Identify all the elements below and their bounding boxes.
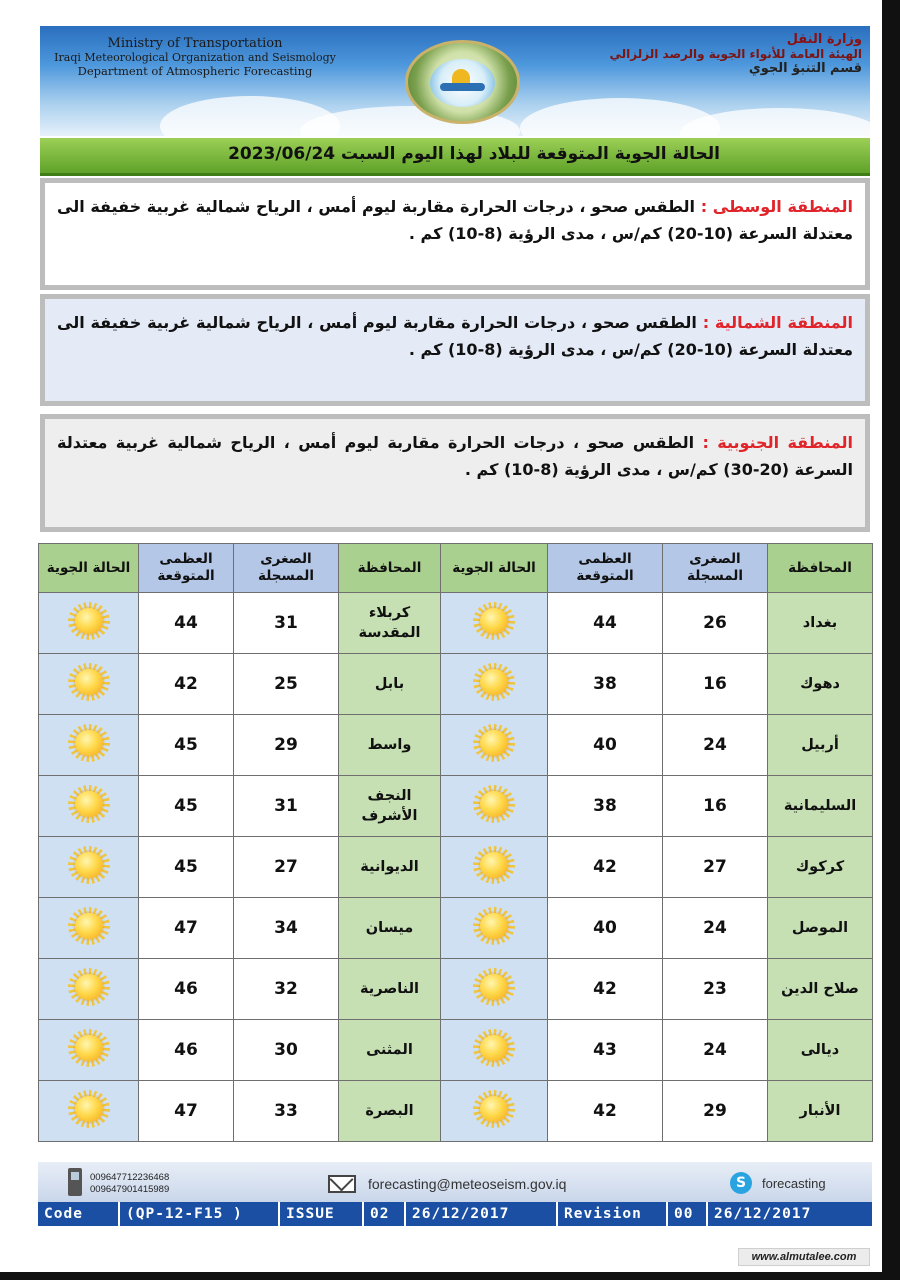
revision-label: Revision	[558, 1202, 668, 1226]
min-temp: 31	[234, 593, 339, 654]
header-condition: الحالة الجوية	[441, 544, 548, 593]
sunny-icon	[66, 602, 112, 640]
header-condition: الحالة الجوية	[39, 544, 139, 593]
max-temp: 47	[139, 898, 234, 959]
province-name: كركوك	[768, 837, 873, 898]
ministry-name-en: Ministry of Transportation	[107, 36, 283, 51]
max-temp: 45	[139, 715, 234, 776]
max-temp: 42	[548, 1081, 663, 1142]
weather-condition	[441, 959, 548, 1020]
max-temp: 45	[139, 776, 234, 837]
min-temp: 27	[663, 837, 768, 898]
sunny-icon	[66, 724, 112, 762]
province-name: المثنى	[339, 1020, 441, 1081]
mail-icon	[328, 1175, 356, 1193]
weather-condition	[441, 593, 548, 654]
max-temp: 42	[548, 959, 663, 1020]
issue-number: 02	[364, 1202, 406, 1226]
revision-date: 26/12/2017	[714, 1206, 812, 1222]
max-temp: 45	[139, 837, 234, 898]
sunny-icon	[471, 785, 517, 823]
sunny-icon	[471, 602, 517, 640]
sunny-icon	[66, 663, 112, 701]
province-name: الأنبار	[768, 1081, 873, 1142]
region-southern	[40, 414, 870, 532]
header-min: الصغرى المسجلة	[234, 544, 339, 593]
region-label: المنطقة الشمالية :	[702, 313, 854, 332]
min-temp: 16	[663, 776, 768, 837]
weather-condition	[441, 898, 548, 959]
header-province: المحافظة	[768, 544, 873, 593]
min-temp: 29	[234, 715, 339, 776]
watermark: www.almutalee.com	[738, 1248, 870, 1266]
sunny-icon	[66, 785, 112, 823]
min-temp: 33	[234, 1081, 339, 1142]
arabic-header	[602, 32, 862, 76]
header-min: الصغرى المسجلة	[663, 544, 768, 593]
min-temp: 32	[234, 959, 339, 1020]
max-temp: 43	[548, 1020, 663, 1081]
province-name: ميسان	[339, 898, 441, 959]
region-forecast-text: الطقس صحو ، درجات الحرارة مقاربة ليوم أمس ، الرياح شمالية غربية خفيفة الى معتدلة السرعة (10-20) كم/س ، مدى الرؤية (8-10) كم .	[57, 197, 853, 243]
table-row	[39, 715, 873, 776]
weather-condition	[39, 837, 139, 898]
ministry-name-ar: وزارة النقل	[786, 32, 862, 47]
sunny-icon	[471, 968, 517, 1006]
min-temp: 24	[663, 1020, 768, 1081]
min-temp: 27	[234, 837, 339, 898]
table-row	[39, 898, 873, 959]
region-northern	[40, 294, 870, 406]
min-temp: 25	[234, 654, 339, 715]
region-forecast-text: الطقس صحو ، درجات الحرارة مقاربة ليوم أمس ، الرياح شمالية غربية خفيفة الى معتدلة السرعة (10-20) كم/س ، مدى الرؤية (8-10) كم .	[57, 313, 853, 359]
meteorology-logo-icon	[405, 40, 520, 124]
weather-condition	[39, 1081, 139, 1142]
issue-date: 26/12/2017	[406, 1202, 558, 1226]
header-banner	[40, 26, 870, 136]
province-name: السليمانية	[768, 776, 873, 837]
weather-condition	[441, 1081, 548, 1142]
weather-condition	[441, 715, 548, 776]
region-label: المنطقة الجنوبية :	[702, 433, 854, 452]
phone-numbers	[90, 1172, 169, 1196]
header-province: المحافظة	[339, 544, 441, 593]
weather-condition	[39, 898, 139, 959]
organization-name-en: Iraqi Meteorological Organization and Seismology	[54, 51, 336, 64]
sunny-icon	[66, 1029, 112, 1067]
max-temp: 38	[548, 654, 663, 715]
max-temp: 47	[139, 1081, 234, 1142]
table-row	[39, 1081, 873, 1142]
min-temp: 30	[234, 1020, 339, 1081]
weather-condition	[39, 654, 139, 715]
title-bar	[40, 138, 870, 176]
sunny-icon	[471, 724, 517, 762]
weather-condition	[441, 654, 548, 715]
max-temp: 44	[548, 593, 663, 654]
header-max: العظمى المتوقعة	[548, 544, 663, 593]
province-name: الناصرية	[339, 959, 441, 1020]
department-name-en: Department of Atmospheric Forecasting	[77, 64, 313, 78]
sunny-icon	[66, 968, 112, 1006]
province-name: صلاح الدين	[768, 959, 873, 1020]
sunny-icon	[471, 907, 517, 945]
min-temp: 16	[663, 654, 768, 715]
province-name: ديالى	[768, 1020, 873, 1081]
weather-condition	[39, 715, 139, 776]
min-temp: 24	[663, 715, 768, 776]
phone-number: 009647712236468	[90, 1172, 170, 1183]
code-label: Code	[38, 1202, 120, 1226]
max-temp: 46	[139, 959, 234, 1020]
province-name: دهوك	[768, 654, 873, 715]
province-name: بغداد	[768, 593, 873, 654]
sunny-icon	[471, 663, 517, 701]
table-header-row	[39, 544, 873, 593]
min-temp: 23	[663, 959, 768, 1020]
sunny-icon	[471, 1029, 517, 1067]
region-label: المنطقة الوسطى :	[700, 197, 853, 216]
sunny-icon	[66, 1090, 112, 1128]
min-temp: 34	[234, 898, 339, 959]
min-temp: 24	[663, 898, 768, 959]
province-name: أربيل	[768, 715, 873, 776]
sunny-icon	[66, 907, 112, 945]
english-header	[50, 36, 340, 78]
province-name: واسط	[339, 715, 441, 776]
weather-condition	[441, 1020, 548, 1081]
footer	[38, 1162, 872, 1226]
code-value: (QP-12-F15 )	[120, 1202, 280, 1226]
max-temp: 46	[139, 1020, 234, 1081]
forecast-table	[38, 543, 873, 1142]
max-temp: 44	[139, 593, 234, 654]
table-row	[39, 837, 873, 898]
email-address[interactable]: forecasting@meteoseism.gov.iq	[368, 1176, 567, 1192]
max-temp: 42	[548, 837, 663, 898]
sunny-icon	[66, 846, 112, 884]
province-name: الموصل	[768, 898, 873, 959]
issue-label: ISSUE	[280, 1202, 364, 1226]
phone-icon	[68, 1168, 82, 1196]
weather-condition	[39, 959, 139, 1020]
province-name: النجف الأشرف	[339, 776, 441, 837]
max-temp: 40	[548, 715, 663, 776]
skype-handle: forecasting	[762, 1176, 826, 1191]
min-temp: 29	[663, 1081, 768, 1142]
max-temp: 42	[139, 654, 234, 715]
sunny-icon	[471, 1090, 517, 1128]
phone-number: 009647901415989	[90, 1184, 170, 1195]
weather-condition	[39, 1020, 139, 1081]
min-temp: 31	[234, 776, 339, 837]
skype-icon: S	[730, 1172, 752, 1194]
organization-name-ar: الهيئة العامة للأنواء الجوية والرصد الزلزالي	[609, 47, 862, 61]
table-row	[39, 654, 873, 715]
province-name: كربلاء المقدسة	[339, 593, 441, 654]
table-row	[39, 959, 873, 1020]
table-row	[39, 593, 873, 654]
table-row	[39, 776, 873, 837]
max-temp: 40	[548, 898, 663, 959]
province-name: بابل	[339, 654, 441, 715]
province-name: الديوانية	[339, 837, 441, 898]
header-max: العظمى المتوقعة	[139, 544, 234, 593]
weather-condition	[39, 593, 139, 654]
province-name: البصرة	[339, 1081, 441, 1142]
weather-condition	[441, 776, 548, 837]
sunny-icon	[471, 846, 517, 884]
revision-number: 00	[668, 1202, 708, 1226]
document-code-bar	[38, 1202, 872, 1226]
max-temp: 38	[548, 776, 663, 837]
table-row	[39, 1020, 873, 1081]
region-central	[40, 178, 870, 290]
region-forecast-text: الطقس صحو ، درجات الحرارة مقاربة ليوم أمس ، الرياح شمالية غربية معتدلة السرعة (20-30) كم/س ، مدى الرؤية (8-10) كم .	[57, 433, 853, 479]
min-temp: 26	[663, 593, 768, 654]
page-title: الحالة الجوية المتوقعة للبلاد لهذا اليوم السبت 2023/06/24	[228, 144, 720, 164]
weather-condition	[39, 776, 139, 837]
department-name-ar: قسم التنبؤ الجوي	[748, 61, 862, 76]
weather-condition	[441, 837, 548, 898]
